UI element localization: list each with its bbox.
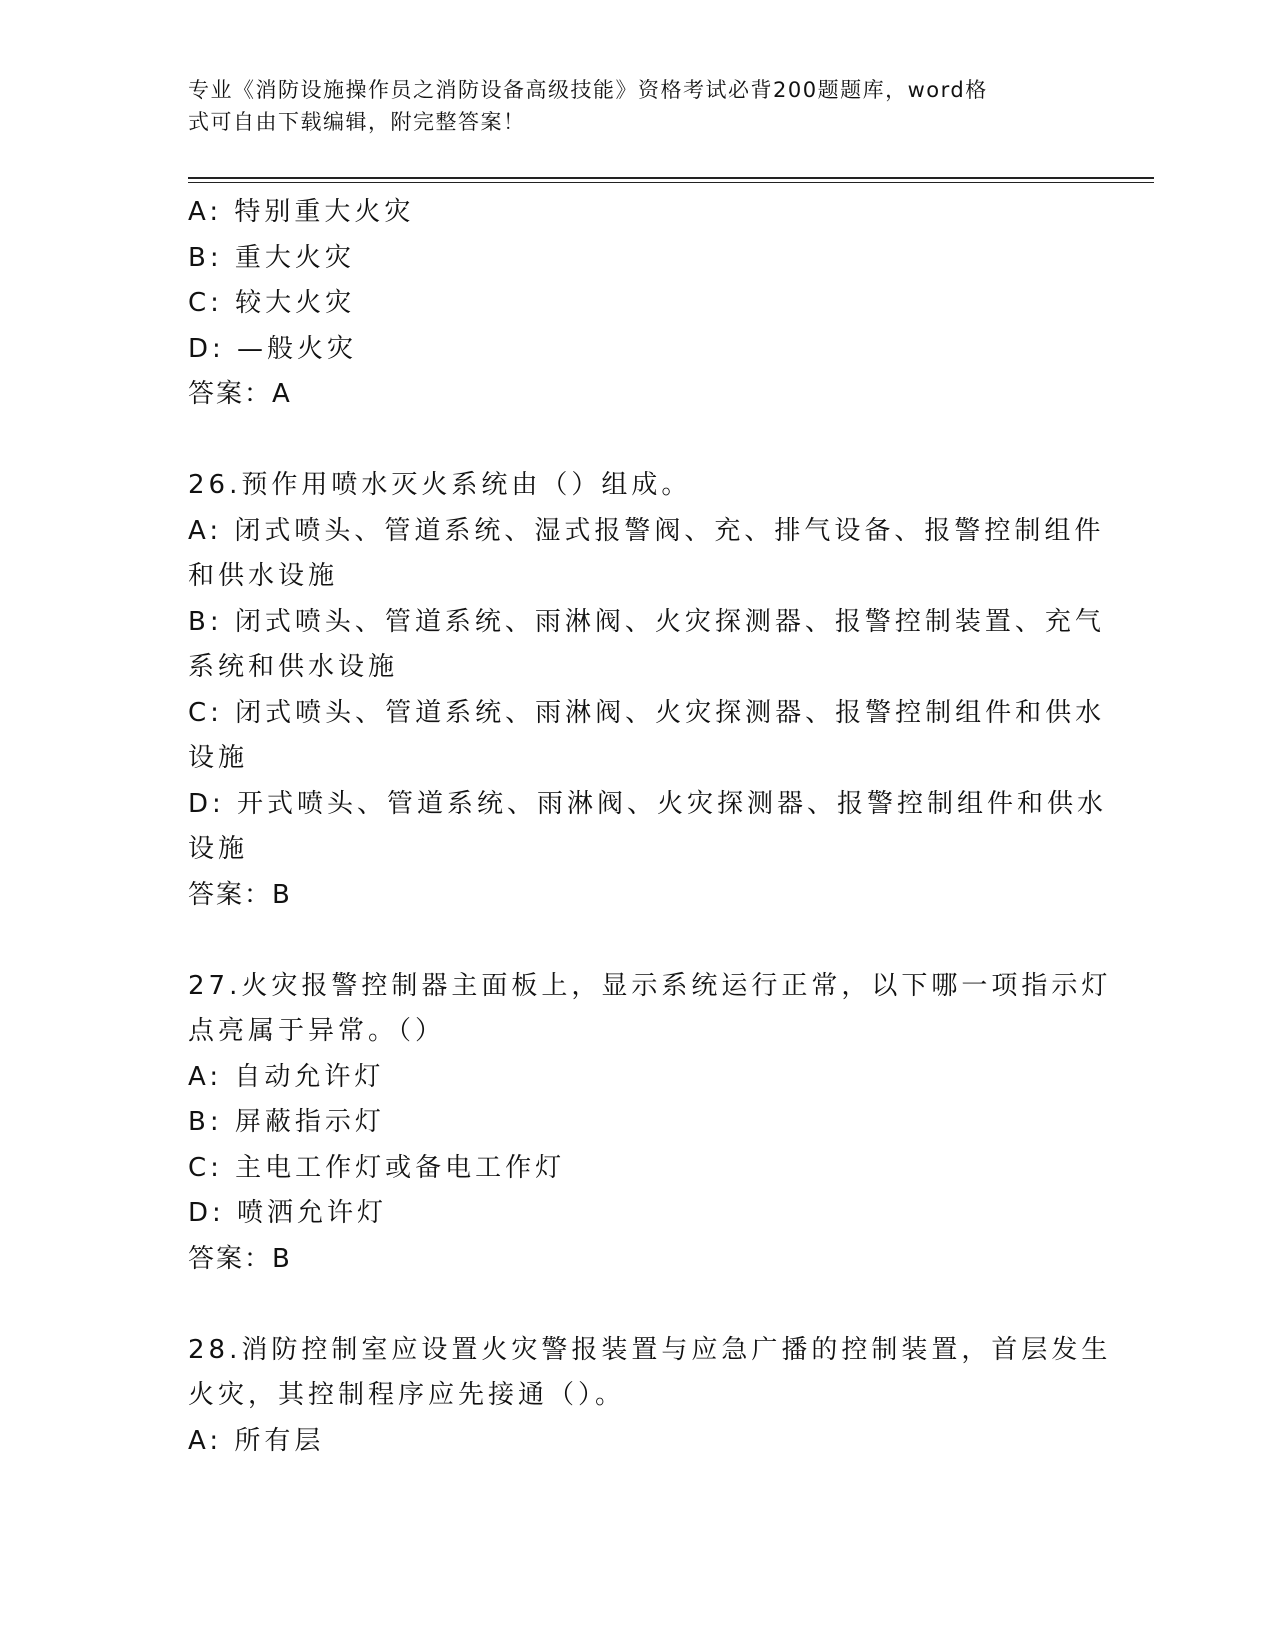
question-list: [188, 190, 1112, 1464]
document-header: [188, 74, 1068, 138]
answer: 答案：B: [188, 879, 292, 910]
question-spacer: [188, 1282, 1088, 1328]
option-d: D: 开式喷头、管道系统、雨淋阀、火灾探测器、报警控制组件和供水: [188, 788, 1108, 819]
header-line-1: 专业《消防设施操作员之消防设备高级技能》资格考试必背200题题库，word格: [188, 78, 988, 102]
question-spacer: [188, 918, 1088, 964]
option-b: B: 闭式喷头、管道系统、雨淋阀、火灾探测器、报警控制装置、充气: [188, 606, 1105, 637]
option-c-continued: 设施: [188, 743, 249, 773]
option-a: A: 所有层: [188, 1425, 325, 1456]
header-divider-thick: [188, 177, 1154, 179]
option-d-continued: 设施: [188, 834, 249, 864]
option-a: A: 特别重大火灾: [188, 197, 415, 227]
header-divider-thin: [188, 182, 1154, 183]
option-b: B: 屏蔽指示灯: [188, 1107, 385, 1137]
header-line-2: 式可自由下载编辑，附完整答案！: [188, 110, 526, 134]
question-stem: 26.预作用喷水灭火系统由（）组成。: [188, 470, 692, 500]
question-spacer: [188, 418, 1088, 464]
question-26: [188, 463, 1108, 918]
option-b: B: 重大火灾: [188, 242, 355, 273]
option-b-continued: 系统和供水设施: [188, 652, 399, 682]
question-27: [188, 964, 1112, 1283]
answer: 答案：B: [188, 1243, 292, 1274]
question-stem: 27.火灾报警控制器主面板上，显示系统运行正常，以下哪一项指示灯: [188, 970, 1112, 1001]
option-a-continued: 和供水设施: [188, 561, 339, 591]
option-d: D: —般火灾: [188, 333, 358, 364]
question-stem-continued: 点亮属于异常。（）: [188, 1016, 446, 1046]
question-stem: 28.消防控制室应设置火灾警报装置与应急广播的控制装置，首层发生: [188, 1334, 1112, 1365]
option-a: A: 自动允许灯: [188, 1061, 385, 1092]
question-25: [188, 190, 1088, 418]
option-d: D: 喷洒允许灯: [188, 1198, 388, 1228]
option-c: C: 闭式喷头、管道系统、雨淋阀、火灾探测器、报警控制组件和供水: [188, 697, 1106, 728]
answer: 答案：A: [188, 379, 292, 409]
option-c: C: 较大火灾: [188, 288, 356, 318]
question-stem-continued: 火灾，其控制程序应先接通（）。: [188, 1380, 626, 1410]
option-a: A: 闭式喷头、管道系统、湿式报警阀、充、排气设备、报警控制组件: [188, 515, 1105, 546]
option-c: C: 主电工作灯或备电工作灯: [188, 1152, 566, 1183]
question-28: [188, 1328, 1112, 1465]
